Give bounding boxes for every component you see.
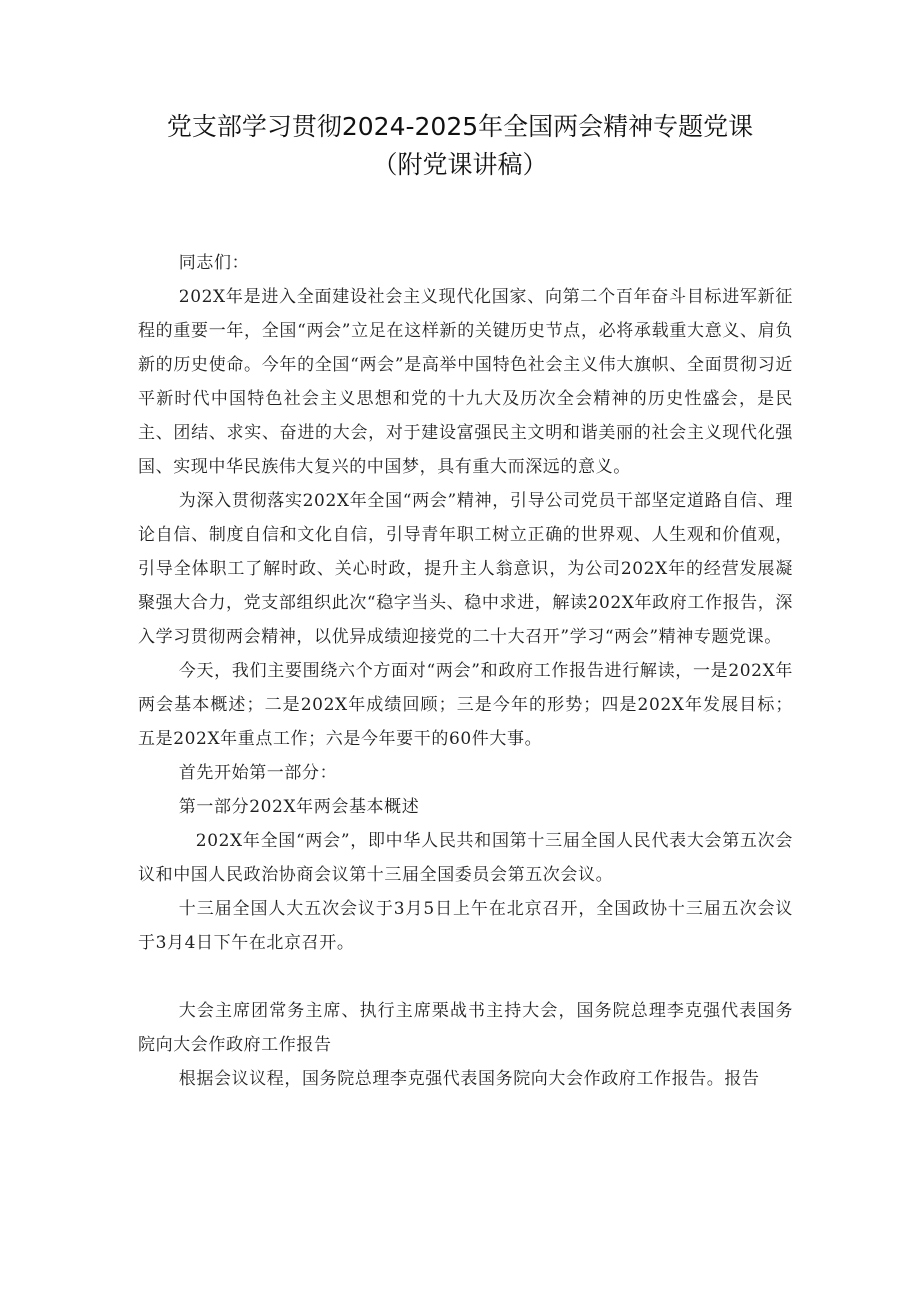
paragraph: 为深入贯彻落实202X年全国“两会”精神，引导公司党员干部坚定道路自信、理论自信、制度自信和文化自信，引导青年职工树立正确的世界观、人生观和价值观，引导全体职工了解时政、关心时政，提升主人翁意识，为公司202X年的经营发展凝聚强大合力，党支部组织此次“稳字当头、稳中求进，解读202X年政府工作报告，深入学习贯彻两会精神，以优异成绩迎接党的二十大召开”学习“两会”精神专题党课。 — [138, 491, 793, 647]
paragraph: 202X年全国“两会”，即中华人民共和国第十三届全国人民代表大会第五次会议和中国人民政治协商会议第十三届全国委员会第五次会议。 — [138, 831, 793, 885]
blank-line — [138, 960, 793, 994]
paragraph: 十三届全国人大五次会议于3月5日上午在北京召开，全国政协十三届五次会议于3月4日下午在北京召开。 — [138, 899, 793, 953]
paragraph: 首先开始第一部分： — [178, 763, 338, 783]
paragraph: 今天，我们主要围绕六个方面对“两会”和政府工作报告进行解读，一是202X年两会基本概述；二是202X年成绩回顾；三是今年的形势；四是202X年发展目标；五是202X年重点工作；六是今年要干的60件大事。 — [138, 661, 793, 749]
paragraph: 大会主席团常务主席、执行主席栗战书主持大会，国务院总理李克强代表国务院向大会作政府工作报告 — [138, 1001, 793, 1055]
paragraph: 根据会议议程，国务院总理李克强代表国务院向大会作政府工作报告。报告 — [178, 1069, 760, 1089]
document-body — [138, 246, 793, 1096]
paragraph: 202X年是进入全面建设社会主义现代化国家、向第二个百年奋斗目标进军新征程的重要一年，全国“两会”立足在这样新的关键历史节点，必将承载重大意义、肩负新的历史使命。今年的全国“两会”是高举中国特色社会主义伟大旗帜、全面贯彻习近平新时代中国特色社会主义思想和党的十九大及历次全会精神的历史性盛会，是民主、团结、求实、奋进的大会，对于建设富强民主文明和谐美丽的社会主义现代化强国、实现中华民族伟大复兴的中国梦，具有重大而深远的意义。 — [138, 287, 793, 477]
section-heading: 第一部分202X年两会基本概述 — [178, 797, 420, 817]
greeting: 同志们： — [178, 253, 250, 273]
title-line-2: （附党课讲稿） — [372, 150, 548, 179]
title-line-1: 党支部学习贯彻2024-2025年全国两会精神专题党课 — [166, 112, 754, 141]
document-title — [0, 108, 920, 184]
